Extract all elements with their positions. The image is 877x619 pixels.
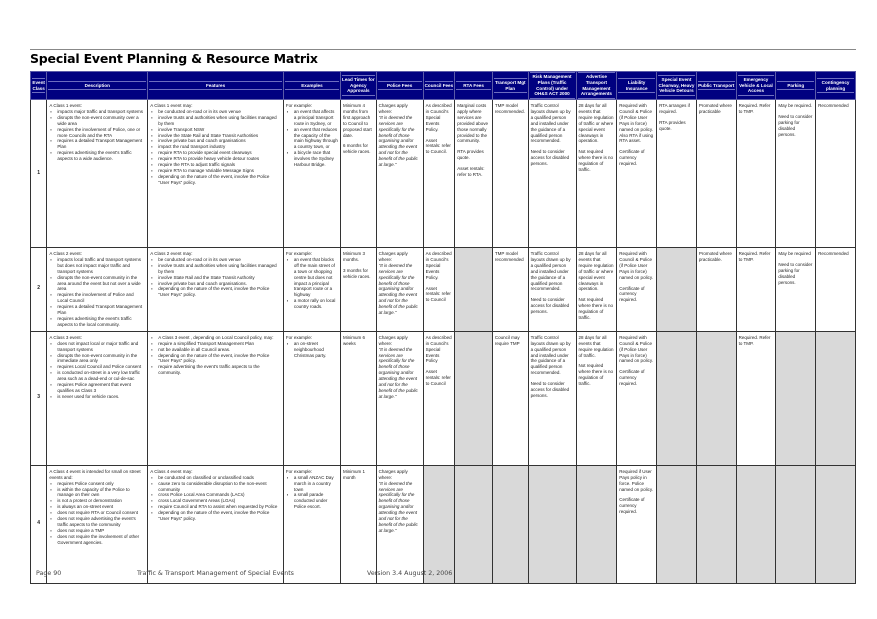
- cell-intro: For example:: [285, 468, 313, 474]
- cell-text: 6 months for vehicle races.: [342, 143, 371, 155]
- public-transport-cell-na: [696, 465, 736, 583]
- column-header-label: Police Fees: [378, 81, 422, 91]
- cell-text: May be required.: [778, 103, 813, 108]
- contingency-cell: [816, 248, 856, 332]
- rta-fees-cell-na: [455, 248, 493, 332]
- cell-text: Promoted where practicable: [698, 103, 732, 114]
- bullet-item: ▪ disrupts the non-event community in the area around the event but not over a wide area: [57, 275, 145, 293]
- risk-cell: [528, 248, 576, 332]
- bullet-item: ▪ impact the road transport industry: [158, 144, 281, 150]
- bullet-item: ▪ involve trusts and authorities when using facilities managed by them: [158, 263, 281, 275]
- bullet-item: ▪ is within the capacity of the Police to manage on their own: [57, 487, 145, 499]
- rta-fees-cell: [455, 100, 493, 248]
- risk-cell: [528, 331, 576, 465]
- column-header: [340, 72, 376, 100]
- cell-text: Certificate of currency required.: [619, 149, 645, 167]
- examples-cell: [283, 331, 340, 465]
- cell-text: Promoted where practicable.: [698, 251, 732, 262]
- column-header-label: Description: [48, 81, 146, 91]
- bullet-item: ▪ require advertising the event's traffic aspects to the community.: [158, 364, 281, 376]
- column-header-label: Risk Management Plans (Traffic Control) under OH&S ACT 2000: [530, 72, 575, 98]
- advertise-cell: [576, 331, 617, 465]
- cell-text: Need to consider access for disabled persons.: [530, 149, 570, 167]
- column-header-label: Examples: [285, 81, 339, 91]
- column-header-label: Event Class: [32, 78, 45, 93]
- bullet-item: ▪ impacts local traffic and transport systems but does not impact major traffic and transport systems: [57, 257, 145, 275]
- column-header: [455, 72, 493, 100]
- liability-cell: [617, 465, 657, 583]
- cell-text: 28 days for all events that require regulation of traffic.: [578, 334, 614, 358]
- tmp-cell: [492, 248, 528, 332]
- features-cell: [148, 331, 284, 465]
- bullet-item: ▪ an event that affects a principal transport route in Sydney, or: [294, 109, 338, 127]
- council-fees-cell-na: [423, 465, 455, 583]
- cell-text: Traffic Control layouts drawn up by a qualified person and installed under the guidance of a qualified person recommended.: [530, 251, 571, 292]
- resource-matrix-table: [30, 71, 856, 584]
- bullet-item: ▪ disrupts the non-event community over a wide area: [57, 115, 145, 127]
- cell-text: Need to consider parking for disabled persons.: [778, 113, 813, 137]
- advertise-cell: [576, 100, 617, 248]
- matrix-row: [31, 100, 856, 248]
- bullet-item: ▪ depending on the nature of the event, involve the Police "User Pays" policy.: [158, 353, 281, 365]
- cell-intro: A Class 4 event may:: [150, 468, 193, 474]
- bullet-item: ▪ a small parade conducted under Police escort.: [294, 492, 338, 510]
- examples-cell: [283, 100, 340, 248]
- advertise-cell-na: [576, 465, 617, 583]
- event-class-number: 2: [37, 285, 41, 292]
- cell-text: Recommended: [818, 103, 849, 108]
- contingency-cell-na: [816, 465, 856, 583]
- column-header-label: Special Event Clearway, Heavy Vehicle Detours: [658, 75, 695, 96]
- parking-cell: [776, 100, 816, 248]
- column-header-label: RTA Fees: [456, 81, 491, 91]
- bullet-item: ▪ a bicycle race that involves the Sydney Harbour Bridge.: [294, 150, 338, 168]
- clearway-cell: [657, 100, 697, 248]
- cell-intro: A Class 2 event may:: [150, 251, 193, 256]
- council-fees-cell: [423, 100, 455, 248]
- cell-text: Minimum 3 months.: [342, 251, 365, 262]
- police-fees-lead: Charges apply where:: [378, 334, 408, 346]
- cell-intro: A Class 3 event:: [49, 334, 82, 340]
- cell-text: Certificate of currency required.: [619, 497, 645, 515]
- event-class-cell: [31, 331, 47, 465]
- column-header-label: Parking: [777, 81, 814, 91]
- cell-text: Marginal costs apply where services are provided above those normally provided to the community.: [457, 103, 488, 144]
- column-header-label: Transport Mgt Plan: [494, 78, 527, 93]
- cell-text: Asset rentals: refer to Council.: [425, 137, 451, 155]
- bullet-item: ▪ a small ANZAC Day march in a country town: [294, 475, 338, 493]
- police-fees-quote: "It is deemed the services are specifically for the benefit of those organising and/or attending the event and not for the benefit of the public at large.": [378, 114, 418, 168]
- column-header: [492, 72, 528, 100]
- bullet-item: ▪ does not require a TMP: [57, 528, 145, 534]
- bullet-item: ▪ require RTA to manage Variable Message Signs: [158, 168, 281, 174]
- parking-cell: [776, 248, 816, 332]
- bullet-item: ▪ be conducted on-road or in its own venue: [158, 257, 281, 263]
- column-header: [148, 72, 284, 100]
- police-fees-cell: [376, 100, 423, 248]
- bullet-item: ▪ be conducted on-road or in its own venue: [158, 109, 281, 115]
- police-fees-quote: "It is deemed the services are specifically for the benefit of those organising and/or attending the event and not for the benefit of the public at large.": [378, 480, 418, 533]
- footer-version: Version 3.4 August 2, 2006: [367, 570, 453, 577]
- event-class-number: 1: [37, 169, 41, 176]
- bullet-item: ▪ requires Police agreement that event qualifies as Class 3: [57, 382, 145, 394]
- bullet-item: ▪ impacts major traffic and transport systems: [57, 109, 145, 115]
- advertise-cell: [576, 248, 617, 332]
- bullet-item: ▪ depending on the nature of the event, involve the Police "User Pays" policy.: [158, 174, 281, 186]
- bullet-item: ▪ require a simplified Transport Management Plan: [158, 341, 281, 347]
- cell-intro: A Class 1 event:: [49, 103, 82, 108]
- event-class-cell: [31, 100, 47, 248]
- description-cell: [47, 465, 148, 583]
- bullet-list: [49, 481, 145, 546]
- liability-cell: [617, 100, 657, 248]
- cell-text: Not required where there is no regulation of traffic.: [578, 363, 614, 387]
- bullet-item: ▪ require the RTA to adjust traffic signals: [158, 162, 281, 168]
- bullet-item: ▪ an event that reduces the capacity of the main highway through a country town, or: [294, 127, 338, 151]
- column-header: [776, 72, 816, 100]
- police-fees-lead: Charges apply where:: [378, 103, 408, 114]
- bullet-item: ▪ requires advertising the event's traffic aspects to a wide audience.: [57, 150, 145, 162]
- bullet-item: ▪ requires Police consent only: [57, 481, 145, 487]
- bullet-item: ▪ a motor rally on local country roads.: [294, 298, 338, 310]
- cell-text: RTA arranges if required.: [659, 103, 690, 114]
- tmp-cell-na: [492, 465, 528, 583]
- column-header: [736, 72, 776, 100]
- bullet-item: ▪ involve private bus and coach organisations: [158, 138, 281, 144]
- liability-cell: [617, 331, 657, 465]
- risk-cell-na: [528, 465, 576, 583]
- lead-times-cell: [340, 100, 376, 248]
- police-fees-cell: [376, 248, 423, 332]
- bullet-list: [286, 341, 338, 359]
- bullet-item: ▪ requires the involvement of Police and Local Council: [57, 292, 145, 304]
- cell-text: 3 months for vehicle races.: [342, 267, 371, 279]
- cell-text: Certificate of currency required.: [619, 369, 645, 387]
- contingency-cell-na: [816, 331, 856, 465]
- cell-text: TMP model recommended.: [494, 103, 525, 114]
- cell-text: Need to consider access for disabled persons.: [530, 297, 570, 315]
- risk-cell: [528, 100, 576, 248]
- event-class-cell: [31, 248, 47, 332]
- emergency-cell: [736, 100, 776, 248]
- cell-text: Required with Council & Police (if Police User Pays in force) named on policy.: [619, 251, 653, 280]
- cell-text: 28 days for all events that require regulation of traffic or where special event clearways in operation.: [578, 251, 614, 292]
- bullet-item: ▪ does not impact local or major traffic and transport systems: [57, 341, 145, 353]
- column-header: [47, 72, 148, 100]
- footer-page-number: Page 90: [36, 570, 62, 577]
- cell-text: May be required: [778, 251, 811, 256]
- column-header-label: Features: [149, 81, 282, 91]
- cell-text: Not required where there is no regulation of traffic.: [578, 297, 614, 321]
- police-fees-quote: "It is deemed the services are specifically for the benefit of those organising and/or attending the event and not for the benefit of the public at large.": [378, 262, 418, 316]
- event-class-number: 3: [37, 394, 41, 401]
- column-header-label: Emergency Vehicle & Local Access: [738, 75, 775, 96]
- bullet-item: ▪ cross Local Government Areas (LGAs): [158, 498, 281, 504]
- bullet-item: ▪ be conducted on classified or unclassified roads: [158, 475, 281, 481]
- clearway-cell-na: [657, 331, 697, 465]
- council-fees-cell: [423, 331, 455, 465]
- cell-text: Required with Council & Police (if Police User Pays in force) named on policy. Also RTA if using RTA asset.: [619, 103, 654, 144]
- description-cell: [47, 331, 148, 465]
- cell-text: Need to consider parking for disabled persons.: [778, 261, 813, 285]
- liability-cell: [617, 248, 657, 332]
- column-header: [617, 72, 657, 100]
- bullet-item: ▪ is never used for vehicle races.: [57, 394, 145, 400]
- cell-intro: For example:: [285, 251, 313, 256]
- bullet-item: ▪ requires advertising the event's traffic aspects to the local community.: [57, 316, 145, 328]
- lead-times-cell: [340, 248, 376, 332]
- page-title: Special Event Planning & Resource Matrix: [30, 51, 318, 66]
- cell-text: Required with Council & Police (if Police User Pays in force) named on policy.: [619, 334, 653, 364]
- clearway-cell-na: [657, 248, 697, 332]
- column-header: [528, 72, 576, 100]
- cell-text: Asset rentals: refer to Council: [425, 369, 451, 387]
- bullet-list: [49, 109, 145, 162]
- cell-text: Not required where there is no regulation of traffic.: [578, 149, 614, 173]
- cell-intro: For example:: [285, 103, 313, 108]
- cell-intro: A Class 1 event may:: [150, 103, 193, 108]
- cell-text: Asset rentals: refer to Council: [425, 285, 451, 303]
- column-header-label: Council Fees: [425, 81, 454, 91]
- bullet-list: [150, 109, 281, 186]
- tmp-cell: [492, 100, 528, 248]
- cell-text: Certificate of currency required.: [619, 285, 645, 303]
- column-header: [576, 72, 617, 100]
- police-fees-cell: [376, 465, 423, 583]
- council-fees-cell: [423, 248, 455, 332]
- clearway-cell-na: [657, 465, 697, 583]
- police-fees-cell: [376, 331, 423, 465]
- bullet-item: ▪ require RTA to provide heavy vehicle detour routes: [158, 156, 281, 162]
- bullet-list: [150, 257, 281, 298]
- bullet-item: ▪ require Council and RTA to assist when requested by Police: [158, 504, 281, 510]
- bullet-item: ▪ cause zero to considerable disruption to the non-event community: [158, 481, 281, 493]
- bullet-list: [150, 475, 281, 522]
- bullet-item: ▪ an event that blocks off the main street of a town or shopping centre but does not impact a principal transport route or a highway: [294, 257, 338, 298]
- police-fees-quote: "It is deemed the services are specifically for the benefit of those organising and/or attending the event and not for the benefit of the public at large.": [378, 346, 418, 399]
- bullet-item: ▪ is always an on-street event: [57, 504, 145, 510]
- column-header-label: Public Transport: [698, 81, 735, 91]
- police-fees-lead: Charges apply where:: [378, 468, 408, 480]
- cell-text: Minimum 4 months from first approach to Council to proposed start date.: [342, 103, 372, 138]
- public-transport-cell: [696, 248, 736, 332]
- cell-text: Traffic Control layouts drawn up by a qualified person and installed under the guidance of a qualified person recommended.: [530, 103, 571, 144]
- bullet-item: ▪ does not require advertising the event's traffic aspects to the community: [57, 516, 145, 528]
- bullet-item: ▪ requires a detailed Transport Management Plan: [57, 304, 145, 316]
- header-row: [31, 72, 856, 100]
- bullet-item: ▪ requires a detailed Transport Management Plan: [57, 138, 145, 150]
- emergency-cell: [736, 248, 776, 332]
- bullet-list: [49, 341, 145, 400]
- bullet-item: ▪ is conducted on-street in a very low traffic area such as a dead-end or cul-de-sac: [57, 370, 145, 382]
- parking-cell-na: [776, 465, 816, 583]
- cell-text: As described in Council's Special Events Policy.: [425, 251, 452, 280]
- column-header: [31, 72, 47, 100]
- cell-text: Required. Refer to TMP.: [738, 103, 771, 114]
- bullet-item: ▪ involve private bus and coach organisations.: [158, 281, 281, 287]
- bullet-item: ▪ involve State Rail and the State Transit Authority: [158, 275, 281, 281]
- rta-fees-cell-na: [455, 331, 493, 465]
- bullet-list: [286, 109, 338, 168]
- column-header-label: Lead Times for Agency Approvals: [342, 75, 375, 96]
- matrix-row: [31, 465, 856, 583]
- features-cell: [148, 465, 284, 583]
- cell-text: As described in Council's Special Events Policy: [425, 334, 452, 364]
- public-transport-cell: [696, 100, 736, 248]
- cell-text: Required. Refer to TMP.: [738, 251, 771, 262]
- column-header-label: Liability Insurance: [618, 78, 655, 93]
- event-class-number: 4: [37, 520, 41, 527]
- bullet-item: ▪ depending on the nature of the event, involve the Police "User Pays" policy.: [158, 286, 281, 298]
- cell-intro: A Class 4 event is intended for small on street events and:: [49, 468, 141, 480]
- column-header: [696, 72, 736, 100]
- cell-text: Minimum 6 weeks: [342, 334, 365, 346]
- police-fees-lead: Charges apply where:: [378, 251, 408, 262]
- cell-text: Need to consider access for disabled persons.: [530, 381, 570, 398]
- cell-text: Required. Refer to TMP.: [738, 334, 771, 346]
- bullet-item: ▪ an on-street neighbourhood Christmas party.: [294, 341, 338, 359]
- cell-intro: For example:: [285, 334, 313, 340]
- column-header: [816, 72, 856, 100]
- title-rule: [30, 49, 856, 50]
- lead-times-cell: [340, 465, 376, 583]
- cell-text: Traffic Control layouts drawn up by a qualified person and installed under the guidance of a qualified person recommended.: [530, 334, 571, 376]
- tmp-cell: [492, 331, 528, 465]
- cell-text: TMP model recommended: [494, 251, 524, 262]
- lead-times-cell: [340, 331, 376, 465]
- cell-text: RTA provides quote.: [457, 149, 484, 161]
- examples-cell: [283, 465, 340, 583]
- emergency-cell-na: [736, 465, 776, 583]
- column-header: [657, 72, 697, 100]
- bullet-item: ▪ requires the involvement of Police, one or more Councils and the RTA: [57, 127, 145, 139]
- cell-text: Asset rentals: refer to RTA.: [457, 166, 485, 178]
- cell-text: Minimum 1 month: [342, 468, 365, 480]
- column-header: [376, 72, 423, 100]
- features-cell: [148, 248, 284, 332]
- bullet-item: ▪ involve trusts and authorities when using facilities managed by them: [158, 115, 281, 127]
- bullet-item: ▪ depending on the nature of the event, involve the Police "User Pays" policy.: [158, 510, 281, 522]
- emergency-cell: [736, 331, 776, 465]
- bullet-item: ▪ involve the State Rail and State Transit Authorities: [158, 133, 281, 139]
- bullet-item: ▪ involve Transport NSW: [158, 127, 281, 133]
- cell-text: Recommended: [818, 251, 849, 256]
- parking-cell-na: [776, 331, 816, 465]
- bullet-item: ▪ disrupts the non-event community in the immediate area only: [57, 353, 145, 365]
- description-cell: [47, 248, 148, 332]
- bullet-item: ▪ cross Police Local Area Commands (LACs): [158, 492, 281, 498]
- bullet-item: ▪ requires Local Council and Police consent: [57, 364, 145, 370]
- bullet-item: ▪ is not a protest or demonstration: [57, 498, 145, 504]
- bullet-list: [286, 257, 338, 310]
- footer-doc-title: Traffic & Transport Management of Special Events: [137, 570, 294, 577]
- cell-text: 28 days for all events that require regulation of traffic or where special event clearways in operation.: [578, 103, 614, 144]
- contingency-cell: [816, 100, 856, 248]
- description-cell: [47, 100, 148, 248]
- matrix-row: [31, 331, 856, 465]
- bullet-list: [286, 475, 338, 510]
- bullet-item: ▪ does not require RTA or Council consent: [57, 510, 145, 516]
- bullet-item: ▪ A Class 3 event , depending on Local Council policy, may:: [158, 335, 281, 341]
- bullet-list: [150, 335, 281, 376]
- column-header: [423, 72, 455, 100]
- bullet-item: ▪ require RTA to provide special event clearways: [158, 150, 281, 156]
- cell-text: RTA provides quote.: [659, 119, 686, 131]
- cell-intro: A Class 2 event:: [49, 251, 82, 256]
- bullet-list: [49, 257, 145, 328]
- bullet-item: ▪ not be available in all Council areas.: [158, 347, 281, 353]
- matrix-row: [31, 248, 856, 332]
- column-header-label: Advertise Transport Management Arrangements: [578, 72, 616, 98]
- bullet-item: ▪ does not require the involvement of other Government agencies.: [57, 534, 145, 546]
- cell-text: As described in Council's Special Events Policy.: [425, 103, 452, 132]
- examples-cell: [283, 248, 340, 332]
- column-header: [283, 72, 340, 100]
- features-cell: [148, 100, 284, 248]
- cell-text: Required if User Pays policy in force. Police named on policy.: [619, 468, 653, 492]
- rta-fees-cell-na: [455, 465, 493, 583]
- public-transport-cell-na: [696, 331, 736, 465]
- event-class-cell: [31, 465, 47, 583]
- column-header-label: Contingency planning: [817, 78, 854, 93]
- cell-text: Council may require TMP: [494, 334, 520, 346]
